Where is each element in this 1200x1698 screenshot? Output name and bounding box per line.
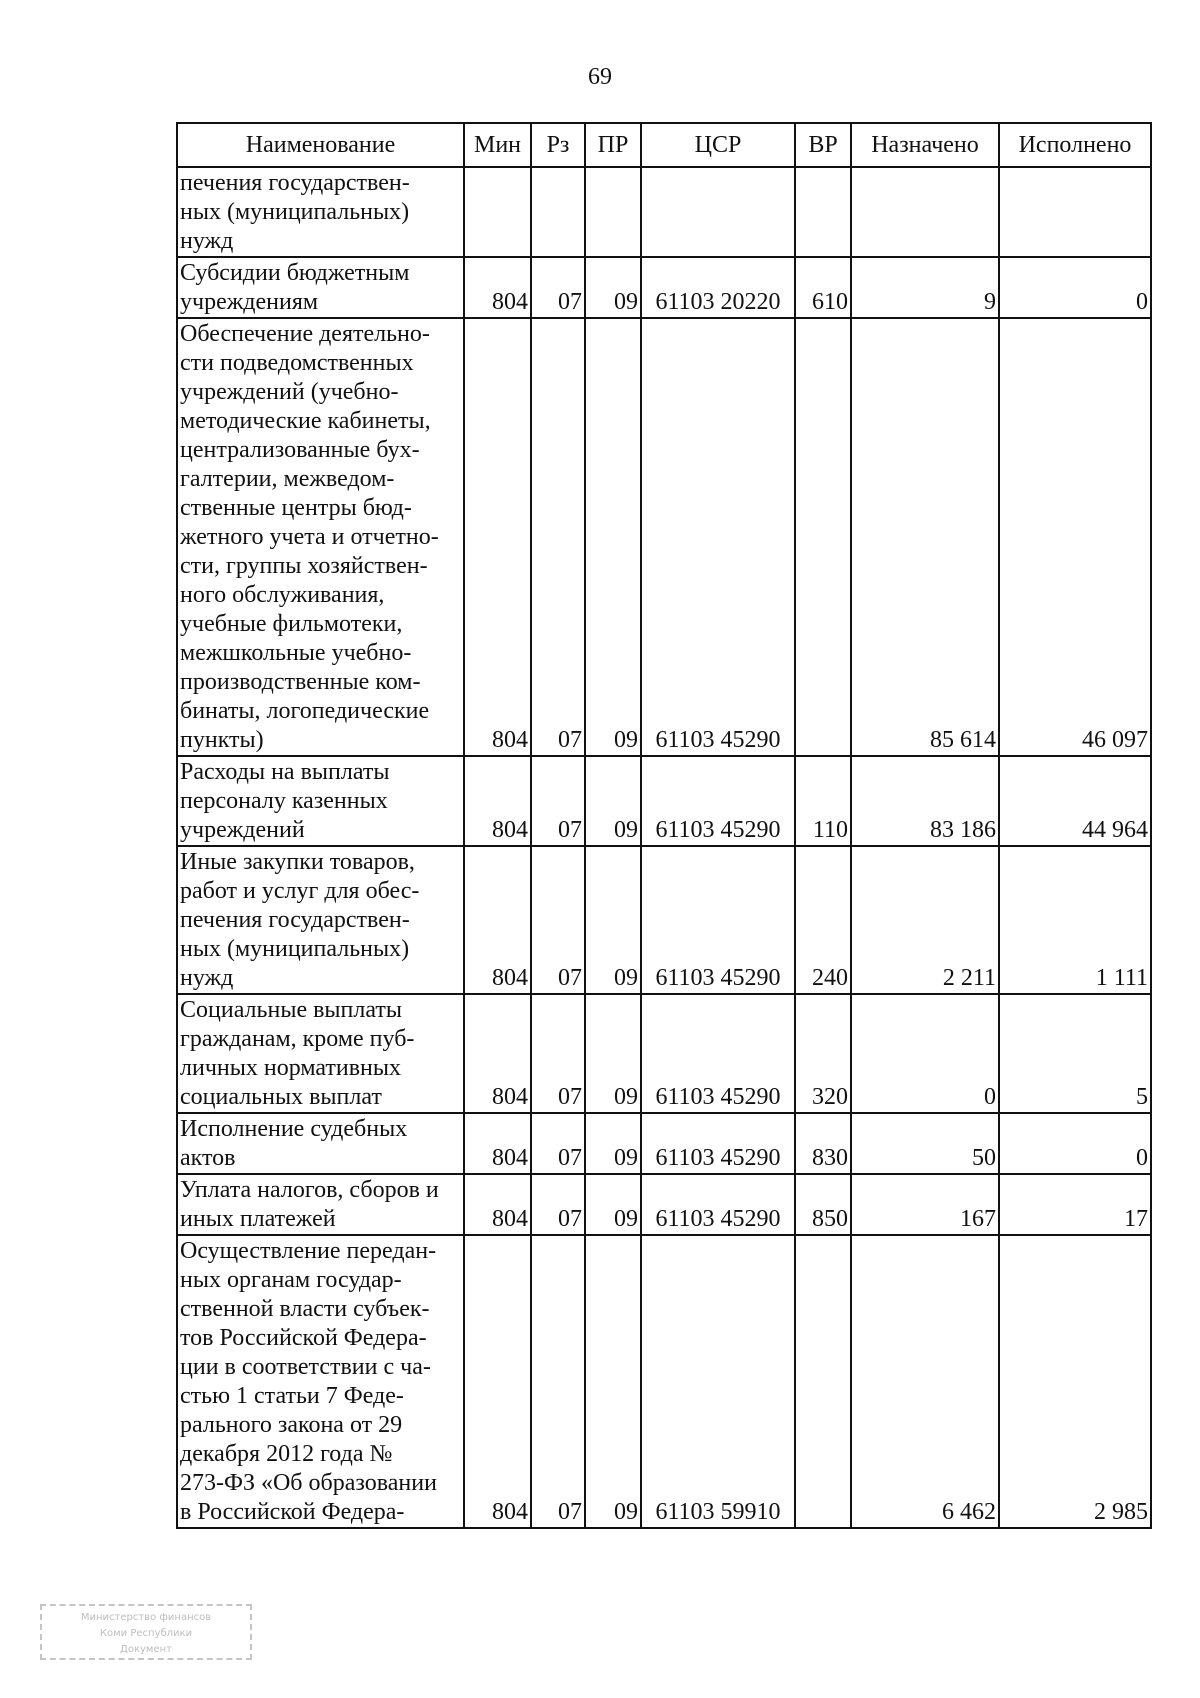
header-vr: ВР <box>795 123 851 167</box>
cell-pr: 09 <box>585 994 641 1113</box>
budget-table <box>176 122 1152 1529</box>
cell-min: 804 <box>464 1174 531 1235</box>
cell-csr: 61103 45290 <box>641 1174 795 1235</box>
cell-min: 804 <box>464 756 531 846</box>
cell-executed: 1 111 <box>999 846 1151 994</box>
table-row <box>177 994 1151 1113</box>
cell-csr: 61103 45290 <box>641 318 795 756</box>
cell-min: 804 <box>464 1113 531 1174</box>
header-csr: ЦСР <box>641 123 795 167</box>
cell-min: 804 <box>464 994 531 1113</box>
cell-rz: 07 <box>531 318 585 756</box>
cell-assigned: 2 211 <box>851 846 999 994</box>
header-rz: Рз <box>531 123 585 167</box>
cell-name: Социальные выплаты гражданам, кроме пуб- личных нормативных социальных выплат <box>177 994 464 1113</box>
cell-vr: 320 <box>795 994 851 1113</box>
header-assigned: Назначено <box>851 123 999 167</box>
table-row <box>177 318 1151 756</box>
cell-min: 804 <box>464 257 531 318</box>
cell-vr: 850 <box>795 1174 851 1235</box>
cell-vr: 830 <box>795 1113 851 1174</box>
cell-vr <box>795 1235 851 1528</box>
cell-assigned: 85 614 <box>851 318 999 756</box>
cell-executed <box>999 167 1151 257</box>
cell-min: 804 <box>464 846 531 994</box>
cell-assigned <box>851 167 999 257</box>
header-pr: ПР <box>585 123 641 167</box>
cell-min: 804 <box>464 1235 531 1528</box>
cell-vr: 110 <box>795 756 851 846</box>
cell-name: Обеспечение деятельно- сти подведомственных учреждений (учебно- методические кабинеты, централизованные бух- галтерии, межведом- ственные центры бюд- жетного учета и отчетно- сти, группы хозяйствен- ного обслуживания, учебные фильмотеки, межшкольные учебно- производственные ком- бинаты, логопедические пункты) <box>177 318 464 756</box>
cell-name: Осуществление передан- ных органам государ- ственной власти субъек- тов Российской Федера- ции в соответствии с ча- стью 1 статьи 7 Феде- рального закона от 29 декабря 2012 года № 273-ФЗ «Об образовании в Российской Федера- <box>177 1235 464 1528</box>
cell-vr <box>795 318 851 756</box>
cell-pr: 09 <box>585 1113 641 1174</box>
registration-stamp: Министерство финансов Коми Республики Документ <box>40 1604 252 1660</box>
cell-vr: 240 <box>795 846 851 994</box>
cell-vr <box>795 167 851 257</box>
cell-executed: 44 964 <box>999 756 1151 846</box>
cell-csr <box>641 167 795 257</box>
cell-min: 804 <box>464 318 531 756</box>
cell-name: Уплата налогов, сборов и иных платежей <box>177 1174 464 1235</box>
cell-executed: 17 <box>999 1174 1151 1235</box>
table-row <box>177 257 1151 318</box>
cell-min <box>464 167 531 257</box>
table-row <box>177 756 1151 846</box>
header-name: Наименование <box>177 123 464 167</box>
table-body <box>177 167 1151 1528</box>
header-executed: Исполнено <box>999 123 1151 167</box>
cell-name: Иные закупки товаров, работ и услуг для обес- печения государствен- ных (муниципальных) нужд <box>177 846 464 994</box>
cell-assigned: 9 <box>851 257 999 318</box>
cell-assigned: 6 462 <box>851 1235 999 1528</box>
cell-executed: 0 <box>999 1113 1151 1174</box>
cell-pr: 09 <box>585 318 641 756</box>
cell-executed: 0 <box>999 257 1151 318</box>
cell-rz: 07 <box>531 1174 585 1235</box>
cell-assigned: 83 186 <box>851 756 999 846</box>
cell-rz: 07 <box>531 1113 585 1174</box>
cell-assigned: 167 <box>851 1174 999 1235</box>
cell-csr: 61103 20220 <box>641 257 795 318</box>
cell-pr: 09 <box>585 1235 641 1528</box>
cell-rz <box>531 167 585 257</box>
cell-csr: 61103 45290 <box>641 994 795 1113</box>
table-row <box>177 1174 1151 1235</box>
cell-name: печения государствен- ных (муниципальных) нужд <box>177 167 464 257</box>
cell-assigned: 50 <box>851 1113 999 1174</box>
table-row <box>177 1235 1151 1528</box>
cell-csr: 61103 45290 <box>641 846 795 994</box>
cell-name: Исполнение судебных актов <box>177 1113 464 1174</box>
cell-pr: 09 <box>585 756 641 846</box>
cell-rz: 07 <box>531 756 585 846</box>
header-row <box>177 123 1151 167</box>
cell-pr: 09 <box>585 1174 641 1235</box>
page-number: 69 <box>588 64 612 90</box>
cell-csr: 61103 59910 <box>641 1235 795 1528</box>
cell-name: Субсидии бюджетным учреждениям <box>177 257 464 318</box>
cell-executed: 2 985 <box>999 1235 1151 1528</box>
cell-name: Расходы на выплаты персоналу казенных учреждений <box>177 756 464 846</box>
table-row <box>177 846 1151 994</box>
cell-executed: 5 <box>999 994 1151 1113</box>
cell-vr: 610 <box>795 257 851 318</box>
cell-rz: 07 <box>531 257 585 318</box>
cell-pr <box>585 167 641 257</box>
cell-pr: 09 <box>585 846 641 994</box>
cell-rz: 07 <box>531 1235 585 1528</box>
cell-rz: 07 <box>531 846 585 994</box>
cell-pr: 09 <box>585 257 641 318</box>
cell-assigned: 0 <box>851 994 999 1113</box>
cell-rz: 07 <box>531 994 585 1113</box>
cell-csr: 61103 45290 <box>641 1113 795 1174</box>
header-min: Мин <box>464 123 531 167</box>
table-row <box>177 1113 1151 1174</box>
cell-executed: 46 097 <box>999 318 1151 756</box>
table-row <box>177 167 1151 257</box>
cell-csr: 61103 45290 <box>641 756 795 846</box>
